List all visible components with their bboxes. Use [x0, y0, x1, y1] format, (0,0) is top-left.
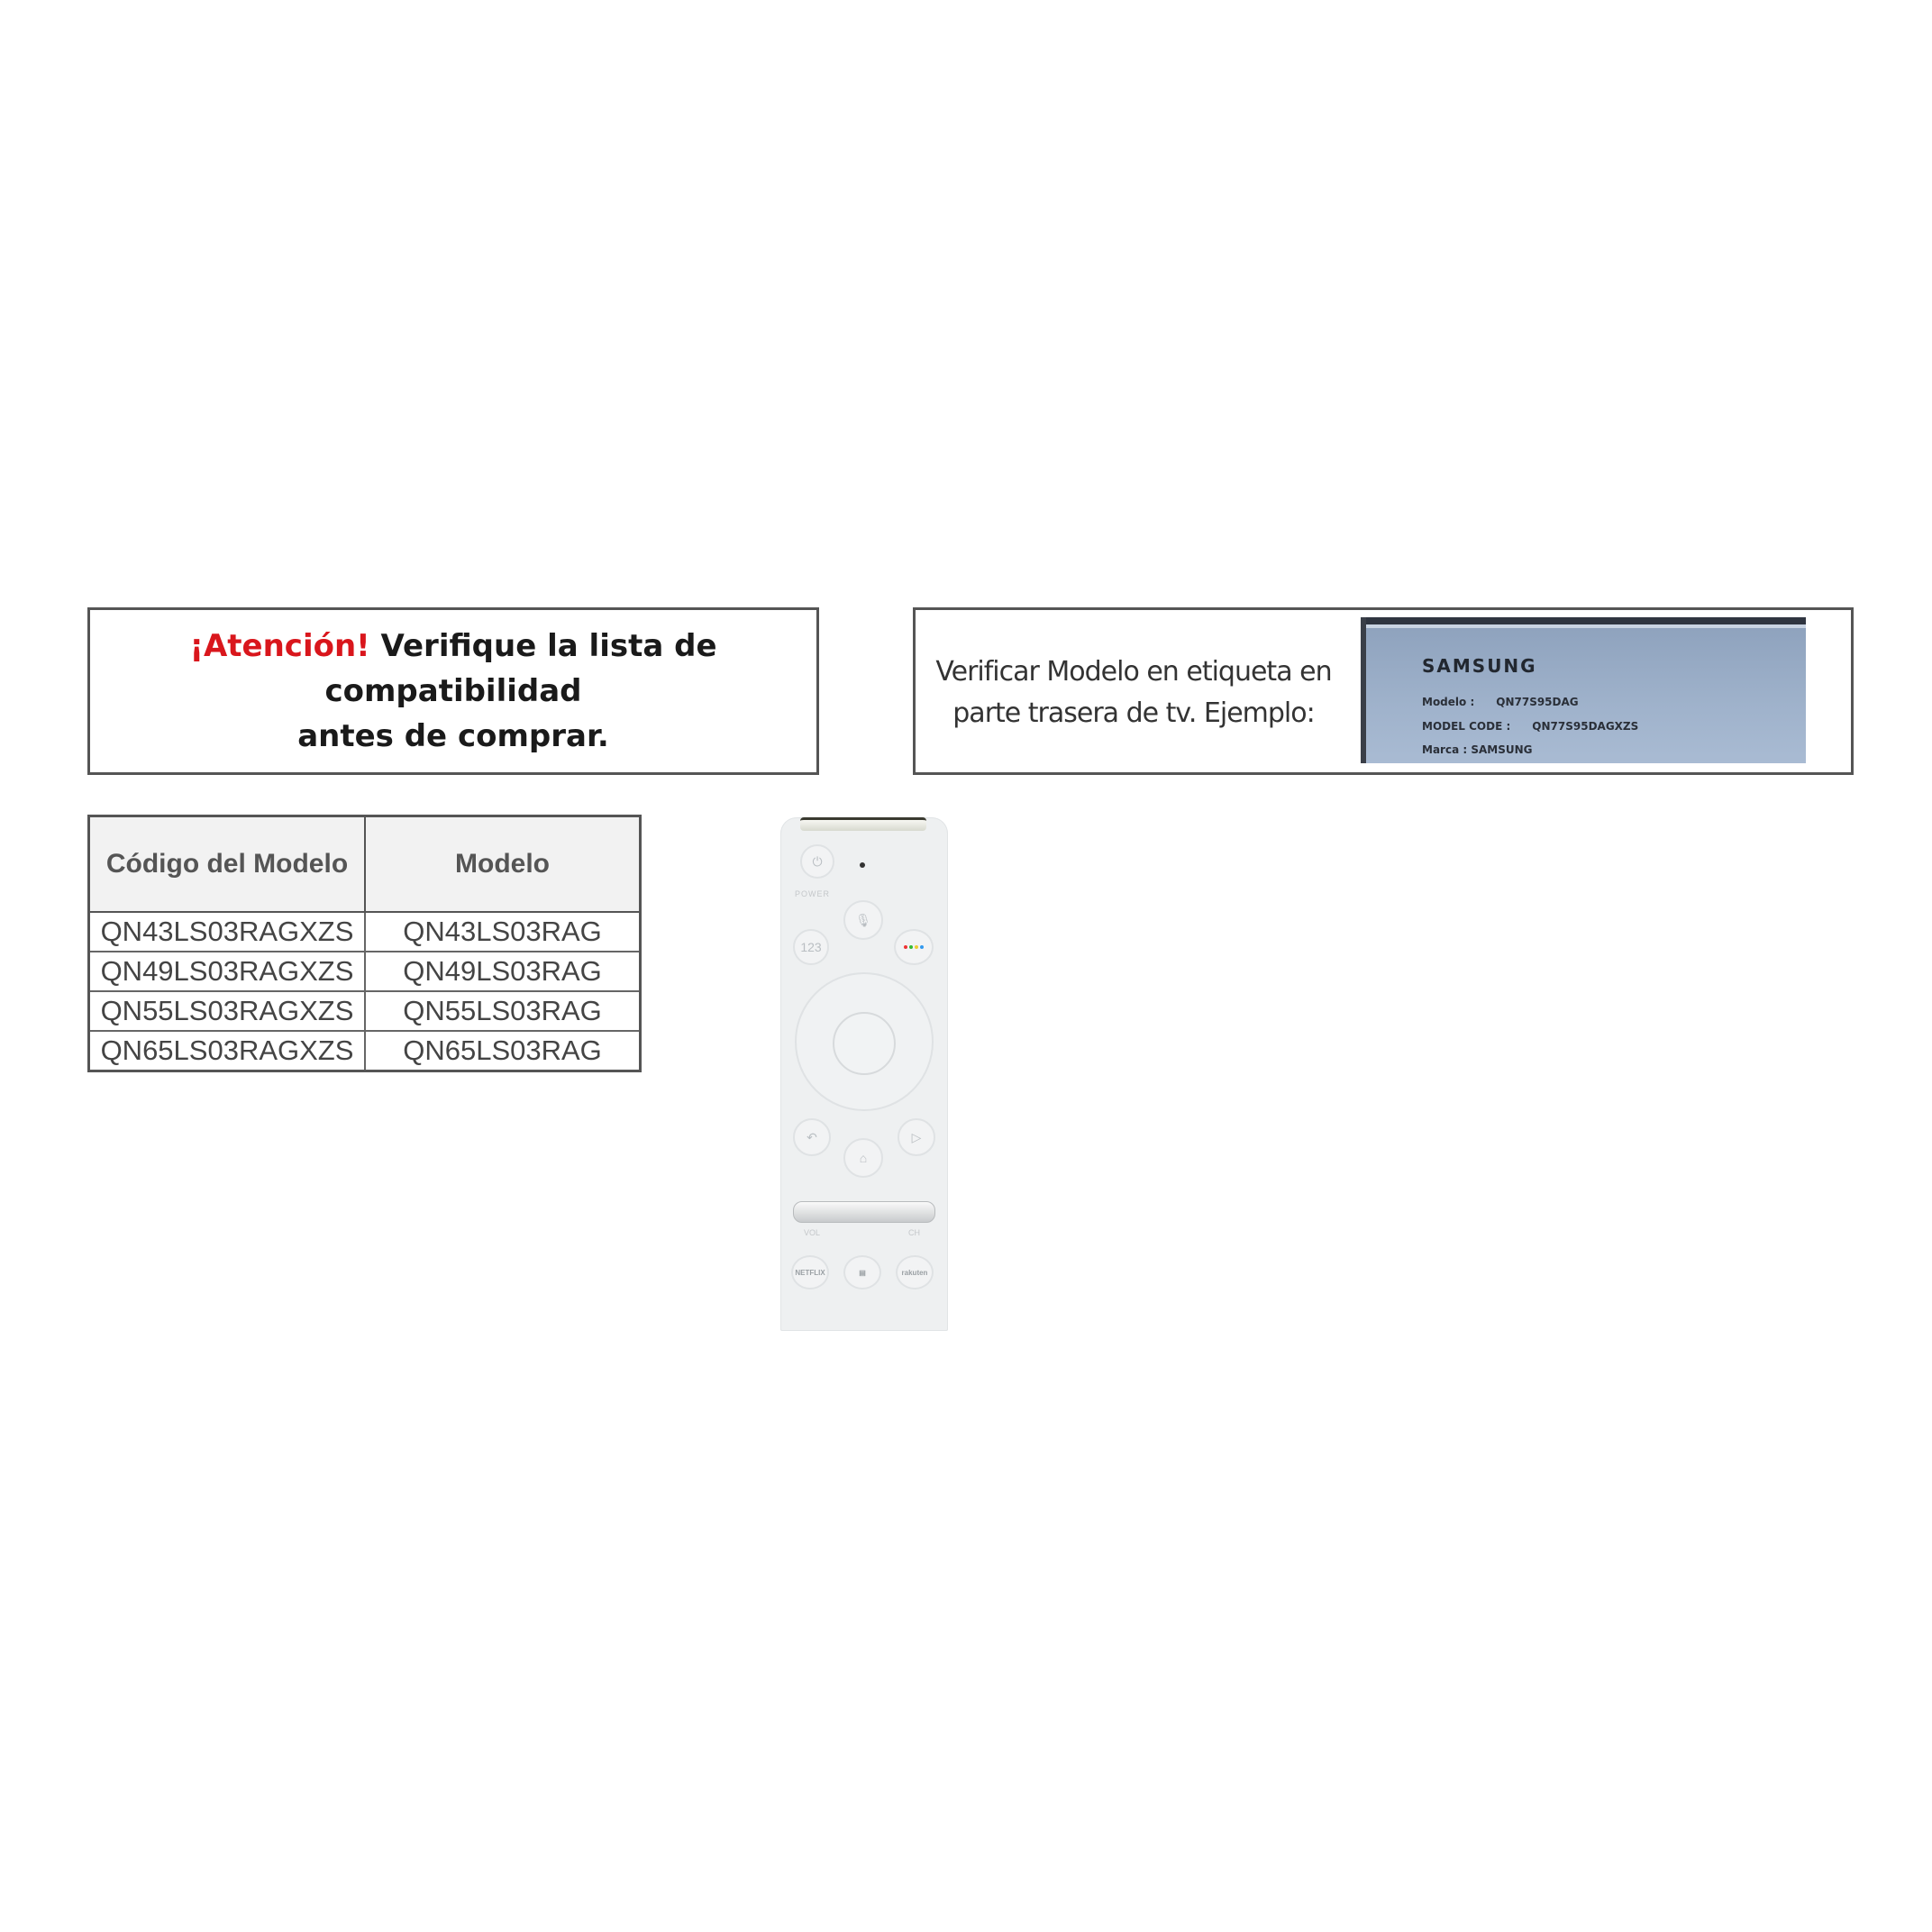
tv-label-photo: SAMSUNG Modelo : QN77S95DAG MODEL CODE : QN77S95DAGXZS Marca : SAMSUNG — [1361, 617, 1806, 763]
header-model: Modelo — [365, 816, 641, 913]
app-button-icon: ▤ — [843, 1255, 881, 1290]
color-buttons-icon — [894, 929, 934, 965]
number-pad-icon: 123 — [793, 929, 829, 965]
power-label: POWER — [795, 889, 831, 898]
ch-label: CH — [908, 1228, 920, 1237]
vol-label: VOL — [804, 1228, 821, 1237]
volume-channel-rocker — [793, 1201, 935, 1223]
rakuten-button-icon: rakuten — [896, 1255, 934, 1290]
ok-button-icon — [833, 1012, 896, 1075]
play-pause-icon: ▷ — [898, 1118, 935, 1156]
model-cell: QN49LS03RAG — [365, 952, 641, 991]
back-icon: ↶ — [793, 1118, 831, 1156]
verify-text — [926, 652, 1341, 734]
compatibility-table — [87, 815, 642, 1072]
attention-line2: antes de comprar. — [297, 718, 609, 754]
model-code-cell: QN55LS03RAGXZS — [89, 991, 366, 1031]
table-row — [89, 912, 641, 952]
table-row — [89, 1031, 641, 1071]
header-model-code: Código del Modelo — [89, 816, 366, 913]
attention-text — [90, 624, 816, 759]
table-row — [89, 991, 641, 1031]
remote-control-image — [780, 817, 948, 1331]
power-icon: ⏻ — [800, 844, 834, 879]
model-code-cell: QN43LS03RAGXZS — [89, 912, 366, 952]
table-header-row — [89, 816, 641, 913]
model-code-cell: QN49LS03RAGXZS — [89, 952, 366, 991]
attention-notice — [87, 607, 819, 775]
verify-line2: parte trasera de tv. Ejemplo: — [952, 697, 1315, 729]
netflix-button-icon: NETFLIX — [791, 1255, 829, 1290]
model-cell: QN55LS03RAG — [365, 991, 641, 1031]
table-row — [89, 952, 641, 991]
attention-line1: Verifique la lista de compatibilidad — [324, 628, 717, 709]
model-code-cell: QN65LS03RAGXZS — [89, 1031, 366, 1071]
model-cell: QN43LS03RAG — [365, 912, 641, 952]
verify-label-notice — [913, 607, 1854, 775]
attention-highlight: ¡Atención! — [189, 628, 370, 664]
mic-icon: 🎙 — [843, 900, 883, 940]
verify-line1: Verificar Modelo en etiqueta en — [935, 656, 1332, 688]
model-cell: QN65LS03RAG — [365, 1031, 641, 1071]
home-icon: ⌂ — [843, 1138, 883, 1178]
